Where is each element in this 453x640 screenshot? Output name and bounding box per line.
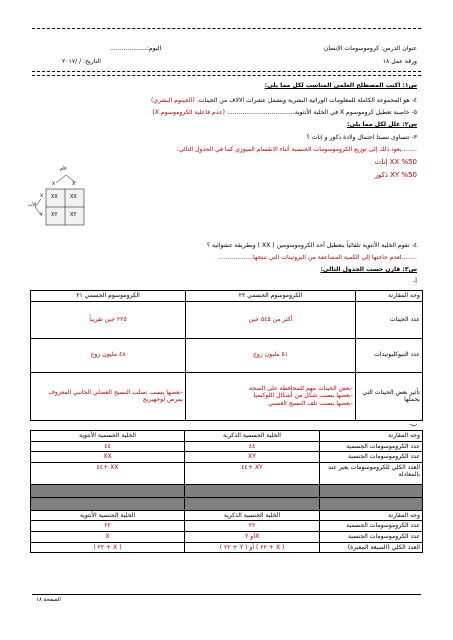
punnett-cell-4: XY — [70, 212, 77, 218]
grey-cell — [320, 484, 423, 497]
chromosome-comparison-table — [30, 290, 423, 421]
table-header: الخلية الجسمية الأنثوية — [31, 431, 185, 442]
mother-gamete-2: X — [72, 182, 76, 187]
table-row — [31, 372, 423, 420]
table-cell: XY — [185, 452, 320, 463]
table-cell: XY +٤٤ — [185, 462, 320, 484]
grey-cell — [185, 497, 320, 510]
table-header: وجه المقارنة — [356, 291, 423, 302]
table-header: الخلية الجنسية الأنثوية — [31, 510, 185, 521]
table-header: الكروموسوم الجسمي ٢١ — [31, 291, 186, 302]
cell-comparison-table — [30, 430, 423, 553]
header-separator — [32, 71, 421, 72]
page-number: الصفحة ١٨ — [36, 597, 61, 603]
table-row — [31, 338, 423, 372]
table-header-row — [31, 431, 423, 442]
table-row — [31, 532, 423, 543]
table-cell: ٤٤ — [31, 441, 185, 452]
table-cell: ٤٤ — [185, 441, 320, 452]
father-gamete-2: Y — [40, 213, 43, 218]
mother-label: الأم — [60, 167, 67, 172]
grey-cell — [185, 484, 320, 497]
table-cell: أكثر من ٥٤٥ جين — [186, 301, 356, 338]
table-header-row — [31, 291, 423, 302]
female-percentage: XX %50 إناث — [374, 158, 417, 166]
part-b-label: ب- — [409, 421, 417, 428]
table-cell: عدد الكروموسومات الجسمية — [320, 521, 423, 532]
table-row — [31, 462, 423, 484]
table-cell: عدد النيوكليوتيدات — [356, 338, 423, 372]
table-cell: ٢٢ — [31, 521, 185, 532]
q1-item4-answer: (الجينوم البشري) — [151, 97, 195, 104]
father-gamete-1: X — [40, 194, 44, 199]
table-row — [31, 301, 423, 338]
table-cell: العدد الكلي للكروموسومات يعبر عنه بالمعادلة — [320, 462, 423, 484]
q1-title: س١: اكتب المصطلح العلمي المناسب لكل مما يلي: — [264, 82, 417, 89]
q1-item5-answer: (عدم فاعلية الكروموسوم X) — [152, 109, 225, 116]
table-cell: ( X + ٢٢ ) — [31, 542, 185, 553]
table-cell: XX — [31, 452, 185, 463]
q2-item4-answer: ........لعدم حاجتها إلى الكمية المضاعفة من البروتينات التي تنتجها.................. — [218, 254, 417, 261]
q3-title: س٣: قارن حسب الجدول التالي: — [320, 266, 417, 273]
grey-cell — [31, 484, 185, 497]
table-cell: ( X + ٢٢ ) أو ( Y + ٢٢ ) — [185, 542, 320, 553]
table-cell: Xأو Y — [185, 532, 320, 543]
table-cell: عدد الكروموسومات الجنسية — [320, 452, 423, 463]
footer-rule — [32, 594, 421, 595]
worksheet-number: ورقة عمل ١٨ — [382, 58, 417, 65]
q2-item3: ٣- تتساوى نسبتا احتمال ولادة ذكور و إناث ؟ — [306, 134, 417, 141]
table-cell: ٢٢ — [185, 521, 320, 532]
punnett-cell-2: XX — [70, 194, 77, 200]
q2-item4: ٤- تقوم الخلية الأنثوية تلقائياً بتعطيل أحد الكروموسومين ( XX ) وبطريقة عشوائية ؟ — [206, 242, 417, 249]
grey-cell — [320, 497, 423, 510]
q2-title: س٢: علل لكل مما يلي: — [347, 121, 417, 128]
male-percentage: XY %50 ذكور — [374, 171, 417, 179]
father-label: الأب — [28, 203, 37, 208]
table-cell: تأثير بعض الجينات التي يحملها — [356, 372, 423, 420]
table-row — [31, 452, 423, 463]
q1-item4 — [30, 97, 417, 105]
table-cell: X — [31, 532, 185, 543]
punnett-square-diagram — [28, 169, 86, 227]
q2-item3-answer: ........يعود ذلك إلى توزيع الكروموسومات الجنسية أثناء الانقسام الميوزي كما في الجدول التالي: — [176, 146, 417, 153]
top-dashed-rule — [32, 28, 421, 29]
table-cell: -بعضها يسبب تصلب النسيج العضلي الجانبي المعروف بمرض لوجهيريج — [31, 372, 186, 420]
header-separator-2 — [32, 75, 421, 76]
table-cell: ٥١ مليون زوج — [186, 338, 356, 372]
table-separator-row — [31, 484, 423, 497]
table-cell: عدد الكروموسومات الجسمية — [320, 441, 423, 452]
table-cell: عدد الجينات — [356, 301, 423, 338]
q1-item5 — [30, 109, 417, 117]
date-field: التاريخ: / /٢٠١٧ — [62, 58, 101, 65]
table-row — [31, 521, 423, 532]
table-header: الخلية الجسمية الذكرية — [185, 431, 320, 442]
table-separator-row — [31, 497, 423, 510]
table-cell: عدد الكروموسومات الجنسية — [320, 532, 423, 543]
table-header: الكروموسوم الجسمي ٢٢ — [186, 291, 356, 302]
table-cell: XX +٤٤ — [31, 462, 185, 484]
punnett-cell-1: XX — [51, 194, 58, 200]
table-cell: العدد الكلي (الصيغة المعبرة) — [320, 542, 423, 553]
table-row — [31, 542, 423, 553]
table-header: وجه المقارنة — [320, 510, 423, 521]
part-a-label: أ- — [413, 278, 417, 285]
punnett-cell-3: XY — [51, 212, 58, 218]
table-header-row — [31, 510, 423, 521]
table-header: الخلية الجنسية الذكرية — [185, 510, 320, 521]
day-field: اليوم:................... — [110, 45, 162, 52]
mother-gamete-1: X — [52, 182, 56, 187]
table-cell: -بعض الجينات مهم للمحافظة على الصحة -بعضها يسبب شكل من أشكال اللوكيميا -بعضها يسبب تلف النسيج العصبي — [186, 372, 356, 420]
q1-item4-text: ٤- هو المجموعة الكاملة للمعلومات الوراثية البشرية ويشمل عشرات الالاف من الجينات. — [196, 97, 417, 104]
table-cell: ٢٢٥ جين تقريباً — [31, 301, 186, 338]
lesson-title: عنوان الدرس: كروموسومات الإنسان — [323, 45, 417, 52]
table-row — [31, 441, 423, 452]
table-header: وجه المقارنة — [320, 431, 423, 442]
grey-cell — [31, 497, 185, 510]
table-cell: ٤٨ مليون زوج — [31, 338, 186, 372]
q1-item5-text: ٥- خاصية تعطيل كروموسوم X في الخلية الأنثوية................................... — [226, 109, 417, 116]
